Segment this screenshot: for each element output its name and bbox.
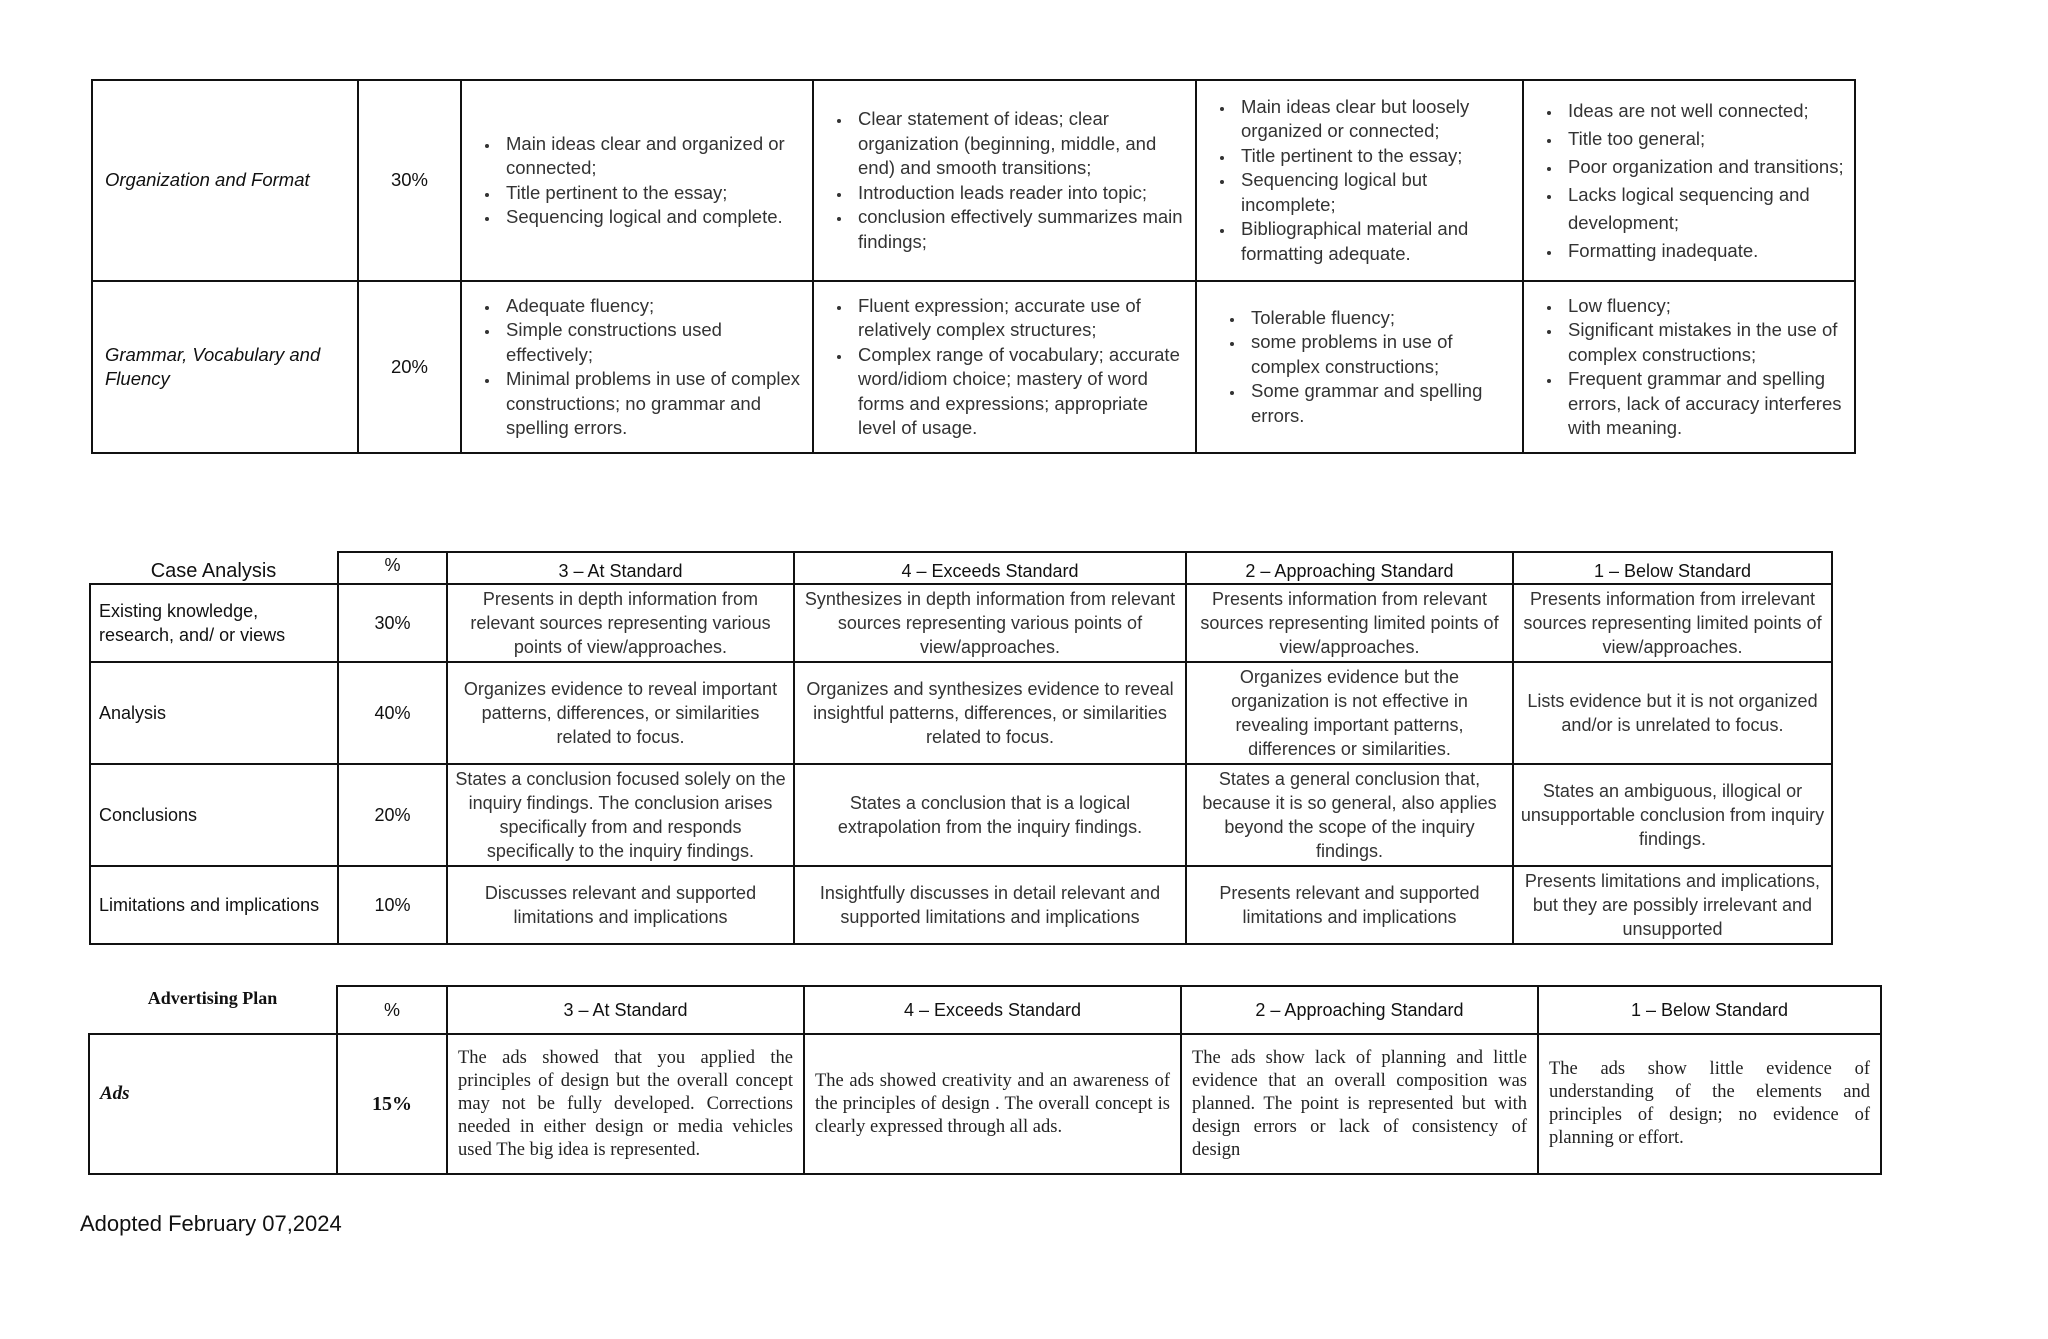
- column-header: 2 – Approaching Standard: [1186, 552, 1513, 584]
- percent-cell: 20%: [358, 281, 461, 453]
- percent-cell: 20%: [338, 764, 447, 866]
- descriptor-cell: Discusses relevant and supported limitations and implications: [447, 866, 794, 944]
- list-item: • Minimal problems in use of complex constructions; no grammar and spelling errors.: [500, 367, 804, 441]
- table-row: [90, 764, 1832, 866]
- column-header: 4 – Exceeds Standard: [804, 986, 1181, 1034]
- descriptor-cell: States an ambiguous, illogical or unsupportable conclusion from inquiry findings.: [1513, 764, 1832, 866]
- criterion-cell: Limitations and implications: [90, 866, 338, 944]
- list-item: • Introduction leads reader into topic;: [852, 181, 1187, 206]
- table-row: [90, 662, 1832, 764]
- descriptor-cell: States a conclusion that is a logical extrapolation from the inquiry findings.: [794, 764, 1186, 866]
- list-item: • Sequencing logical and complete.: [500, 205, 804, 230]
- percent-cell: 15%: [337, 1034, 447, 1174]
- list-item: • Complex range of vocabulary; accurate word/idiom choice; mastery of word forms and expressions; appropriate level of usage.: [852, 343, 1187, 441]
- descriptor-cell: States a conclusion focused solely on the inquiry findings. The conclusion arises specifically from and responds specifically to the inquiry findings.: [447, 764, 794, 866]
- percent-cell: 30%: [338, 584, 447, 662]
- column-header: 3 – At Standard: [447, 986, 804, 1034]
- descriptor-cell: [813, 281, 1196, 453]
- adopted-date: Adopted February 07,2024: [80, 1211, 342, 1236]
- list-item: • Simple constructions used effectively;: [500, 318, 804, 367]
- percent-cell: 10%: [338, 866, 447, 944]
- descriptor-cell: The ads showed that you applied the principles of design but the overall concept may not be fully developed. Corrections needed in either design or media vehicles used The big idea is represented.: [447, 1034, 804, 1174]
- descriptor-cell: [1523, 281, 1855, 453]
- list-item: • Ideas are not well connected;: [1562, 97, 1846, 125]
- list-item: • conclusion effectively summarizes main findings;: [852, 205, 1187, 254]
- descriptor-cell: Synthesizes in depth information from relevant sources representing various points of view/approaches.: [794, 584, 1186, 662]
- list-item: • Formatting inadequate.: [1562, 237, 1846, 265]
- criterion-cell: Analysis: [90, 662, 338, 764]
- table-row: [90, 866, 1832, 944]
- descriptor-cell: Presents in depth information from relevant sources representing various points of view/approaches.: [447, 584, 794, 662]
- descriptor-cell: [461, 281, 813, 453]
- descriptor-cell: Organizes evidence but the organization is not effective in revealing important patterns, differences or similarities.: [1186, 662, 1513, 764]
- descriptor-cell: The ads showed creativity and an awareness of the principles of design . The overall concept is clearly expressed through all ads.: [804, 1034, 1181, 1174]
- descriptor-cell: [1196, 281, 1523, 453]
- bullet-list: [1205, 306, 1514, 429]
- descriptor-cell: Organizes and synthesizes evidence to reveal insightful patterns, differences, or similarities related to focus.: [794, 662, 1186, 764]
- descriptor-cell: Insightfully discusses in detail relevant and supported limitations and implications: [794, 866, 1186, 944]
- list-item: • Title pertinent to the essay;: [500, 181, 804, 206]
- criterion-cell: Existing knowledge, research, and/ or views: [90, 584, 338, 662]
- list-item: • Sequencing logical but incomplete;: [1235, 168, 1514, 217]
- criterion-cell: Grammar, Vocabulary and Fluency: [92, 281, 358, 453]
- column-header: 4 – Exceeds Standard: [794, 552, 1186, 584]
- table-row: [90, 584, 1832, 662]
- list-item: • Poor organization and transitions;: [1562, 153, 1846, 181]
- descriptor-cell: Presents information from relevant sources representing limited points of view/approaches.: [1186, 584, 1513, 662]
- column-header: 2 – Approaching Standard: [1181, 986, 1538, 1034]
- column-header: 1 – Below Standard: [1538, 986, 1881, 1034]
- criterion-cell: Ads: [89, 1034, 337, 1174]
- column-header: 1 – Below Standard: [1513, 552, 1832, 584]
- descriptor-cell: [1523, 80, 1855, 281]
- descriptor-cell: Presents limitations and implications, but they are possibly irrelevant and unsupported: [1513, 866, 1832, 944]
- descriptor-cell: [461, 80, 813, 281]
- table-row: [92, 281, 1855, 453]
- essay-rubric-table: [91, 79, 1856, 454]
- header-row: [90, 552, 1832, 584]
- bullet-list: [822, 294, 1187, 441]
- descriptor-cell: [813, 80, 1196, 281]
- bullet-list: [1532, 294, 1846, 441]
- list-item: • Low fluency;: [1562, 294, 1846, 319]
- descriptor-cell: [1196, 80, 1523, 281]
- percent-header: %: [338, 552, 447, 584]
- table-row: [92, 80, 1855, 281]
- list-item: • Some grammar and spelling errors.: [1245, 379, 1514, 428]
- bullet-list: [822, 107, 1187, 254]
- criterion-cell: Conclusions: [90, 764, 338, 866]
- list-item: • Title too general;: [1562, 125, 1846, 153]
- table-title: Advertising Plan: [147, 988, 278, 1008]
- list-item: • Fluent expression; accurate use of relatively complex structures;: [852, 294, 1187, 343]
- list-item: • Frequent grammar and spelling errors, lack of accuracy interferes with meaning.: [1562, 367, 1846, 441]
- criterion-cell: Organization and Format: [92, 80, 358, 281]
- bullet-list: [1205, 95, 1514, 267]
- percent-header: %: [337, 986, 447, 1034]
- descriptor-cell: States a general conclusion that, because it is so general, also applies beyond the scope of the inquiry findings.: [1186, 764, 1513, 866]
- list-item: • Tolerable fluency;: [1245, 306, 1514, 331]
- case-analysis-rubric-table: [89, 551, 1833, 945]
- bullet-list: [470, 132, 804, 230]
- list-item: • Lacks logical sequencing and development;: [1562, 181, 1846, 237]
- table-title: Case Analysis: [150, 560, 277, 582]
- percent-cell: 30%: [358, 80, 461, 281]
- advertising-plan-rubric-table: [88, 985, 1882, 1175]
- column-header: 3 – At Standard: [447, 552, 794, 584]
- list-item: • Main ideas clear and organized or connected;: [500, 132, 804, 181]
- descriptor-cell: Organizes evidence to reveal important patterns, differences, or similarities related to focus.: [447, 662, 794, 764]
- bullet-list: [470, 294, 804, 441]
- header-row: [89, 986, 1881, 1034]
- list-item: • Title pertinent to the essay;: [1235, 144, 1514, 169]
- list-item: • Main ideas clear but loosely organized or connected;: [1235, 95, 1514, 144]
- list-item: • Adequate fluency;: [500, 294, 804, 319]
- percent-cell: 40%: [338, 662, 447, 764]
- descriptor-cell: The ads show lack of planning and little evidence that an overall composition was planned. The point is represented but with design errors or lack of consistency of design: [1181, 1034, 1538, 1174]
- descriptor-cell: The ads show little evidence of understanding of the elements and principles of design; no evidence of planning or effort.: [1538, 1034, 1881, 1174]
- table-row: [89, 1034, 1881, 1174]
- list-item: • Clear statement of ideas; clear organization (beginning, middle, and end) and smooth transitions;: [852, 107, 1187, 181]
- descriptor-cell: Presents relevant and supported limitations and implications: [1186, 866, 1513, 944]
- descriptor-cell: Presents information from irrelevant sources representing limited points of view/approaches.: [1513, 584, 1832, 662]
- list-item: • some problems in use of complex constructions;: [1245, 330, 1514, 379]
- descriptor-cell: Lists evidence but it is not organized and/or is unrelated to focus.: [1513, 662, 1832, 764]
- bullet-list: [1532, 97, 1846, 265]
- list-item: • Bibliographical material and formatting adequate.: [1235, 217, 1514, 266]
- list-item: • Significant mistakes in the use of complex constructions;: [1562, 318, 1846, 367]
